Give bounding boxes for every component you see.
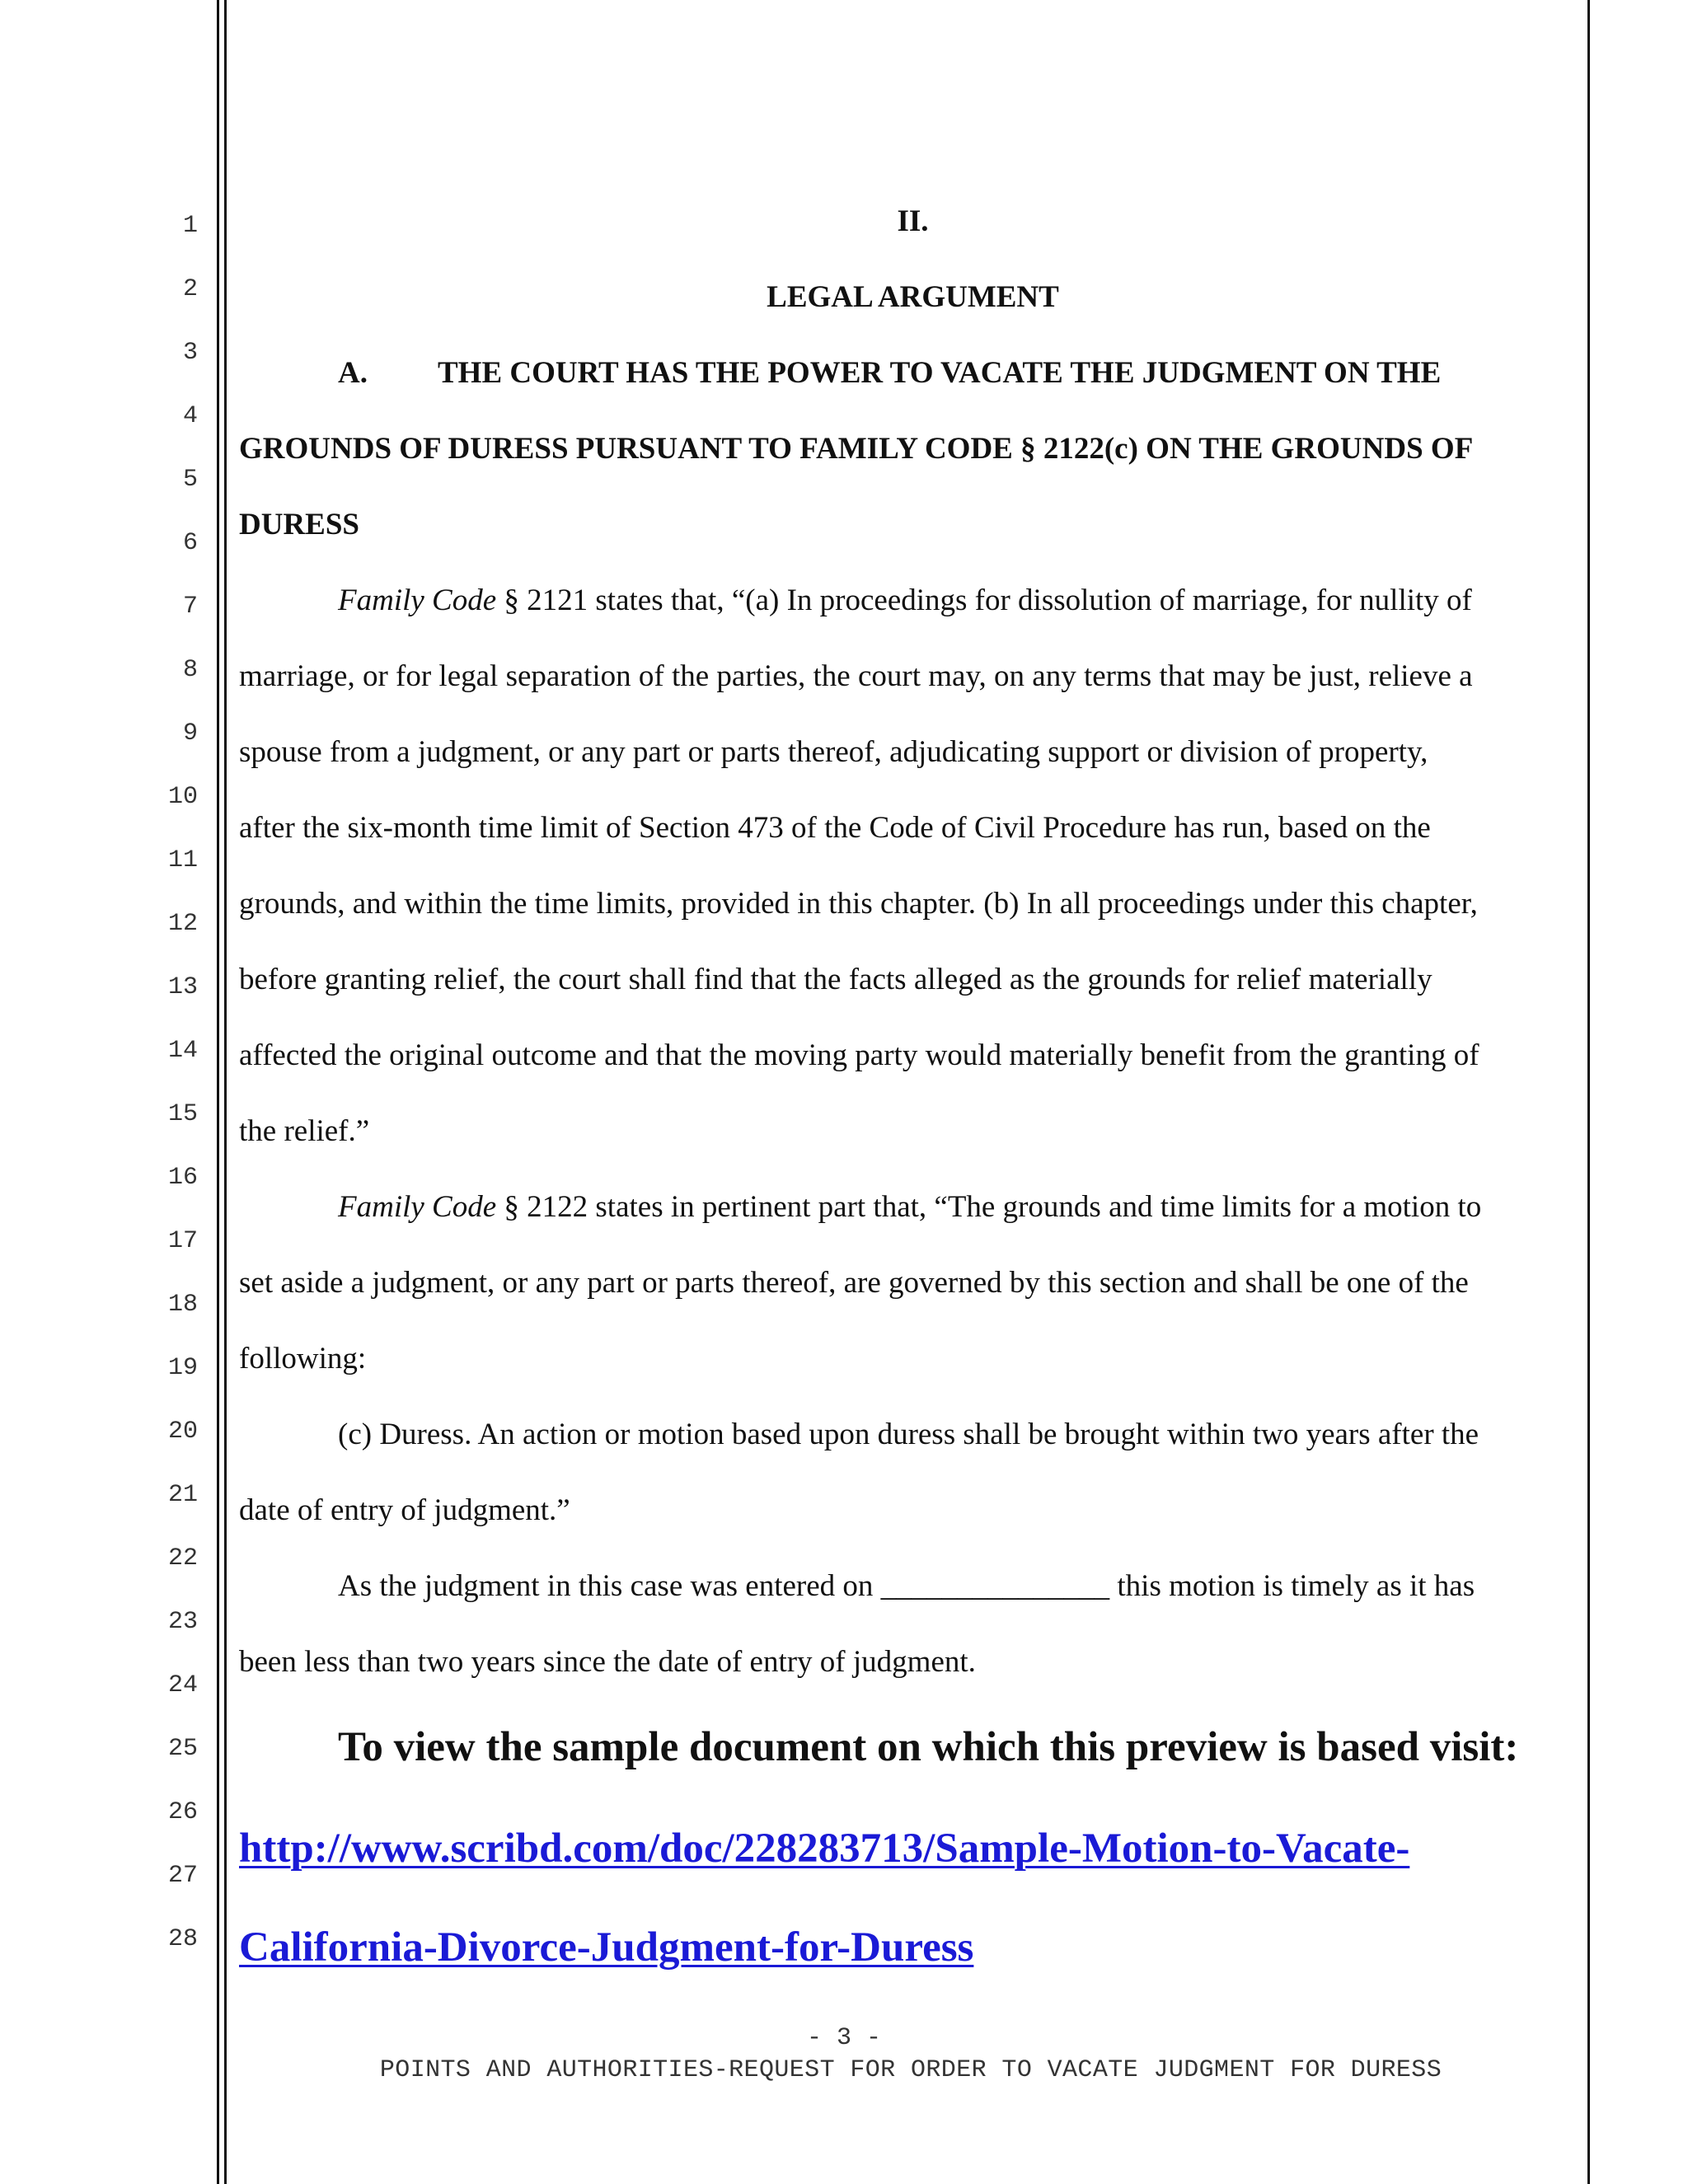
paragraph-1-line-8: the relief.” (239, 1114, 370, 1148)
paragraph-text: § 2121 states that, “(a) In proceedings for dissolution of marriage, for nullity of (496, 583, 1472, 617)
subheading-letter: A. (338, 356, 368, 390)
paragraph-2-line-3: following: (239, 1342, 367, 1376)
line-number: 27 (167, 1862, 198, 1890)
line-number: 14 (167, 1037, 198, 1065)
line-number: 11 (167, 846, 198, 874)
line-number: 19 (167, 1354, 198, 1382)
line-number: 15 (167, 1100, 198, 1128)
line-number: 5 (182, 466, 198, 494)
line-number: 12 (167, 910, 198, 938)
line-number: 28 (167, 1925, 198, 1953)
line-number: 9 (182, 719, 198, 748)
code-citation: Family Code (338, 583, 497, 617)
line-number: 6 (182, 529, 198, 557)
line-number: 20 (167, 1418, 198, 1446)
page-number: - 3 - (806, 2024, 881, 2052)
line-number: 18 (167, 1291, 198, 1319)
subheading-line-3: DURESS (239, 508, 359, 541)
paragraph-4-line-2: been less than two years since the date of entry of judgment. (239, 1645, 976, 1679)
footer-caption: POINTS AND AUTHORITIES-REQUEST FOR ORDER TO VACATE JUDGMENT FOR DURESS (379, 2056, 1442, 2084)
line-number: 16 (167, 1164, 198, 1192)
section-title: LEGAL ARGUMENT (767, 280, 1059, 314)
paragraph-text: § 2122 states in pertinent part that, “The grounds and time limits for a motion to (496, 1190, 1482, 1224)
line-number: 24 (167, 1671, 198, 1699)
paragraph-3-line-2: date of entry of judgment.” (239, 1493, 570, 1527)
line-number: 8 (182, 656, 198, 684)
paragraph-2-line-1 (239, 1192, 1587, 1222)
line-number: 2 (182, 275, 198, 303)
line-number: 26 (167, 1798, 198, 1826)
line-number: 4 (182, 402, 198, 430)
paragraph-1-line-5: grounds, and within the time limits, provided in this chapter. (b) In all proceedings under this chapter, (239, 887, 1478, 921)
paragraph-1-line-4: after the six-month time limit of Section 473 of the Code of Civil Procedure has run, based on the (239, 811, 1431, 845)
preview-link[interactable]: http://www.scribd.com/doc/228283713/Sample-Motion-to-Vacate- (239, 1825, 1410, 1872)
line-number: 3 (182, 339, 198, 367)
pleading-rule-left-outer (217, 0, 219, 2184)
paragraph-1-line-3: spouse from a judgment, or any part or parts thereof, adjudicating support or division of property, (239, 735, 1428, 769)
preview-link[interactable]: California-Divorce-Judgment-for-Duress (239, 1924, 974, 1971)
paragraph-1-line-2: marriage, or for legal separation of the parties, the court may, on any terms that may be just, relieve a (239, 659, 1473, 693)
paragraph-2-line-2: set aside a judgment, or any part or parts thereof, are governed by this section and shall be one of the (239, 1266, 1469, 1300)
line-number: 17 (167, 1227, 198, 1255)
pleading-rule-left-inner (224, 0, 227, 2184)
line-number: 7 (182, 593, 198, 621)
line-number: 10 (167, 783, 198, 811)
code-citation: Family Code (338, 1190, 497, 1224)
line-number: 21 (167, 1481, 198, 1509)
paragraph-1-line-1 (239, 585, 1587, 616)
subheading-line-1: THE COURT HAS THE POWER TO VACATE THE JUDGMENT ON THE (437, 356, 1442, 390)
paragraph-1-line-7: affected the original outcome and that the moving party would materially benefit from the granting of (239, 1038, 1479, 1072)
paragraph-1-line-6: before granting relief, the court shall find that the facts alleged as the grounds for relief materially (239, 963, 1432, 996)
paragraph-3-line-1: (c) Duress. An action or motion based upon duress shall be brought within two years after the (338, 1418, 1479, 1451)
pleading-rule-right (1587, 0, 1590, 2184)
line-number: 1 (182, 212, 198, 240)
preview-link-line-2[interactable] (239, 1924, 1587, 1971)
line-number: 25 (167, 1735, 198, 1763)
section-number: II. (897, 204, 929, 238)
preview-link-line-1[interactable] (239, 1825, 1587, 1872)
line-number: 13 (167, 973, 198, 1001)
preview-notice: To view the sample document on which this preview is based visit: (338, 1724, 1519, 1770)
paragraph-4-line-1: As the judgment in this case was entered on _______________ this motion is timely as it has (338, 1569, 1475, 1603)
line-number: 23 (167, 1608, 198, 1636)
subheading-line-2: GROUNDS OF DURESS PURSUANT TO FAMILY CODE § 2122(c) ON THE GROUNDS OF (239, 432, 1474, 466)
line-number: 22 (167, 1544, 198, 1572)
subheading (239, 358, 1587, 388)
